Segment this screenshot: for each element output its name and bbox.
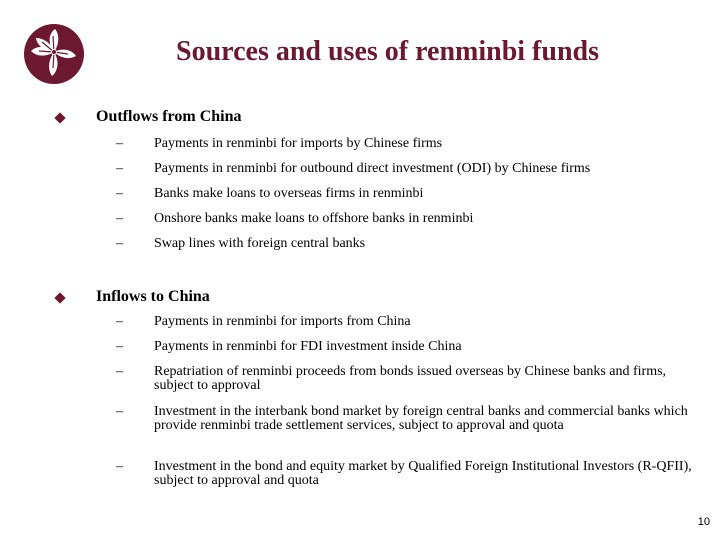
outflows-item: Onshore banks make loans to offshore banks in renminbi: [154, 211, 474, 226]
inflows-heading: Inflows to China: [96, 288, 210, 305]
outflows-heading: Outflows from China: [96, 108, 242, 125]
inflows-item: Payments in renminbi for imports from China: [154, 314, 411, 329]
dash-bullet: –: [116, 364, 123, 379]
page-number: 10: [697, 516, 710, 528]
dash-bullet: –: [116, 459, 123, 474]
inflows-item: Repatriation of renminbi proceeds from bonds issued overseas by Chinese banks and firms, subject to approval: [154, 364, 667, 393]
diamond-bullet-icon: [54, 292, 65, 303]
diamond-bullet-icon: [54, 112, 65, 123]
dash-bullet: –: [116, 211, 123, 226]
dash-bullet: –: [116, 136, 123, 151]
outflows-item: Swap lines with foreign central banks: [154, 236, 366, 251]
slide-title: Sources and uses of renminbi funds: [176, 36, 599, 67]
inflows-item: Investment in the interbank bond market by foreign central banks and commercial banks which provide renminbi trade settlement services, subject to approval and quota: [154, 404, 688, 433]
dash-bullet: –: [116, 314, 123, 329]
dash-bullet: –: [116, 404, 123, 419]
outflows-item: Banks make loans to overseas firms in renminbi: [154, 186, 424, 201]
inflows-item: Investment in the bond and equity market by Qualified Foreign Institutional Investors (R-QFII), subject to approval and quota: [154, 459, 692, 488]
dash-bullet: –: [116, 161, 123, 176]
dash-bullet: –: [116, 236, 123, 251]
outflows-item: Payments in renminbi for imports by Chinese firms: [154, 136, 443, 151]
dash-bullet: –: [116, 186, 123, 201]
inflows-item: Payments in renminbi for FDI investment inside China: [154, 339, 462, 354]
outflows-item: Payments in renminbi for outbound direct investment (ODI) by Chinese firms: [154, 161, 591, 176]
dash-bullet: –: [116, 339, 123, 354]
